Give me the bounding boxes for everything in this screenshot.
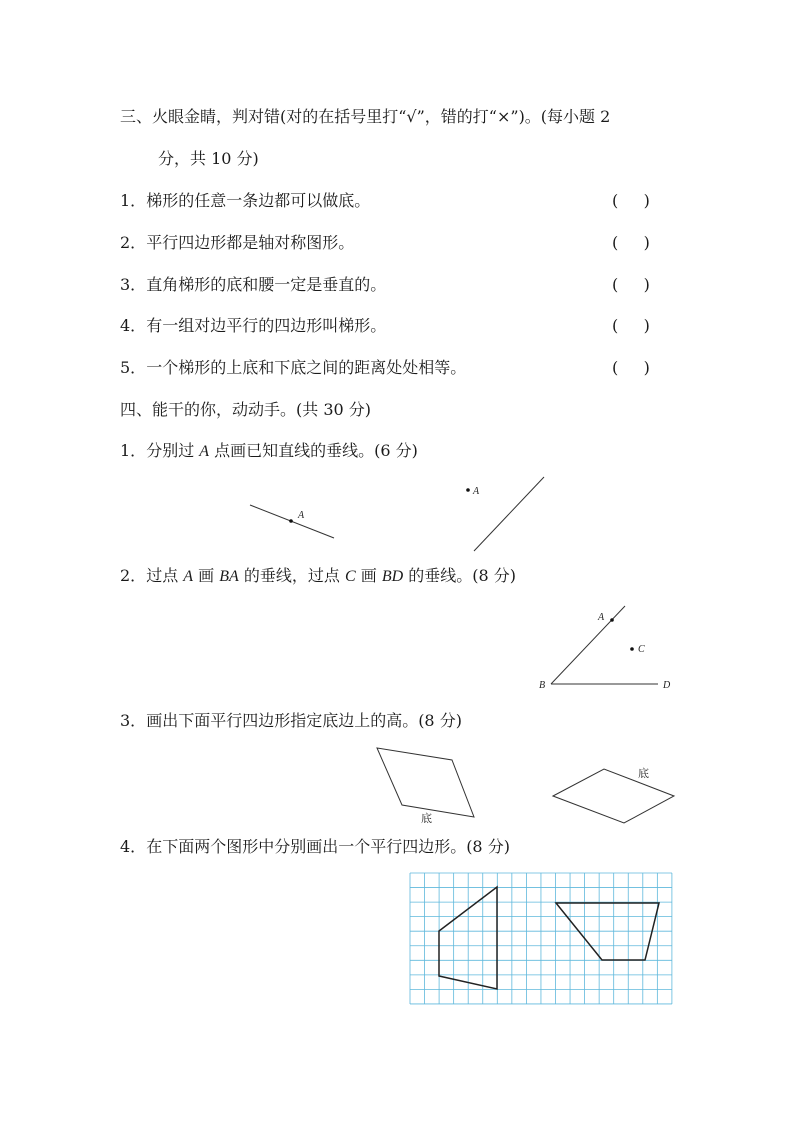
item-number: 1． <box>120 441 147 460</box>
q-text: 在下面两个图形中分别画出一个平行四边形。(8 分) <box>146 837 510 856</box>
q-text: 点画已知直线的垂线。(6 分) <box>209 441 418 460</box>
item-number: 1． <box>120 191 147 210</box>
item-text: 有一组对边平行的四边形叫梯形。 <box>146 316 387 335</box>
q-text: 的垂线，过点 <box>238 566 345 585</box>
answer-paren-3[interactable]: ( ) <box>612 275 650 294</box>
point-var: A <box>183 568 194 585</box>
grid-lines <box>410 873 672 1004</box>
answer-paren-5[interactable]: ( ) <box>612 358 650 377</box>
q-text: 过点 <box>146 566 184 585</box>
answer-paren-4[interactable]: ( ) <box>612 316 650 335</box>
item-number: 3． <box>120 275 147 294</box>
item-text: 一个梯形的上底和下底之间的距离处处相等。 <box>146 358 467 377</box>
item-text: 梯形的任意一条边都可以做底。 <box>146 191 371 210</box>
answer-paren-1[interactable]: ( ) <box>612 191 650 210</box>
item-number: 2． <box>120 566 147 585</box>
section4-title: 四、能干的你，动动手。(共 30 分) <box>120 400 372 419</box>
segment-var: BA <box>219 568 239 585</box>
item-number: 2． <box>120 233 147 252</box>
answer-paren-2[interactable]: ( ) <box>612 233 650 252</box>
label-a-right: A <box>473 486 480 497</box>
item-text: 平行四边形都是轴对称图形。 <box>146 233 355 252</box>
item-number: 5． <box>120 358 147 377</box>
point-var: C <box>344 568 356 585</box>
segment-var: BD <box>381 568 404 585</box>
item-number: 3． <box>120 711 147 730</box>
q-text: 的垂线。(8 分) <box>403 566 517 585</box>
label-d: D <box>663 680 671 691</box>
base-label-right: 底 <box>638 767 649 780</box>
label-a-left: A <box>298 510 305 521</box>
item-number: 4． <box>120 316 147 335</box>
label-b: B <box>539 680 546 691</box>
point-var: A <box>199 443 210 460</box>
item-number: 4． <box>120 837 147 856</box>
section3-title-line1: 三、火眼金睛，判对错(对的在括号里打“√”，错的打“×”)。(每小题 2 <box>120 107 611 126</box>
item-text: 直角梯形的底和腰一定是垂直的。 <box>146 275 387 294</box>
q-text: 画 <box>193 566 220 585</box>
section3-title-line2: 分，共 10 分) <box>158 149 259 168</box>
base-label-left: 底 <box>421 812 432 825</box>
label-a: A <box>598 612 605 623</box>
q-text: 分别过 <box>146 441 200 460</box>
q-text: 画出下面平行四边形指定底边上的高。(8 分) <box>146 711 462 730</box>
q-text: 画 <box>355 566 382 585</box>
label-c: C <box>638 644 645 655</box>
